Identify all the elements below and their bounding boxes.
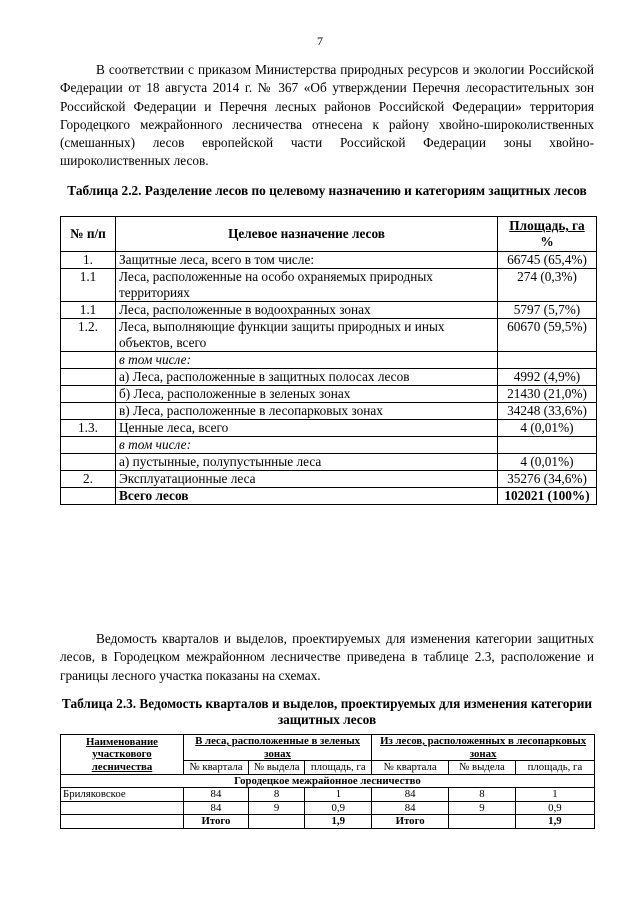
row-num: 1.3. [61, 420, 116, 437]
row-name: Леса, расположенные в водоохранных зонах [116, 302, 498, 319]
quarter-cell: 84 [372, 801, 449, 815]
table-row [61, 319, 597, 352]
table-row [61, 352, 597, 369]
row-area: 21430 (21,0%) [498, 386, 597, 403]
district-name: Бриляковское [61, 788, 184, 802]
table-row [61, 252, 597, 269]
row-num [61, 403, 116, 420]
total-label: Итого [372, 815, 449, 829]
table-row [61, 269, 597, 302]
row-name: а) Леса, расположенные в защитных полосах лесов [116, 369, 498, 386]
row-name: в том числе: [116, 437, 498, 454]
row-num [61, 386, 116, 403]
table-row [61, 471, 597, 488]
section-cell: 8 [248, 788, 304, 802]
row-area: 35276 (34,6%) [498, 471, 597, 488]
group-row [61, 774, 595, 788]
table-row [61, 403, 597, 420]
row-area [498, 352, 597, 369]
row-name: в) Леса, расположенные в лесопарковых зонах [116, 403, 498, 420]
quarter-cell: 84 [372, 788, 449, 802]
row-area: 102021 (100%) [498, 488, 597, 505]
row-name: Всего лесов [116, 488, 498, 505]
table-2-3-caption: Таблица 2.3. Ведомость кварталов и выделов, проектируемых для изменения категории защитных лесов [61, 696, 593, 727]
header-district: Наименование участкового лесничества [61, 735, 184, 775]
row-name: Леса, расположенные на особо охраняемых природных территориях [116, 269, 498, 302]
table-row [61, 788, 595, 802]
row-area: 66745 (65,4%) [498, 252, 597, 269]
header-quarter: № квартала [184, 761, 249, 775]
header-purpose: Целевое назначение лесов [116, 217, 498, 252]
row-area: 34248 (33,6%) [498, 403, 597, 420]
total-label: Итого [184, 815, 249, 829]
row-name: б) Леса, расположенные в зеленых зонах [116, 386, 498, 403]
row-num: 1.1 [61, 269, 116, 302]
empty-cell [61, 815, 184, 829]
empty-cell [248, 815, 304, 829]
area-cell: 0,9 [305, 801, 372, 815]
forest-purpose-table [60, 216, 597, 505]
row-name: а) пустынные, полупустынные леса [116, 454, 498, 471]
row-num [61, 352, 116, 369]
area-cell: 1 [515, 788, 594, 802]
table-header-row [61, 217, 597, 252]
row-area [498, 437, 597, 454]
row-num: 1.2. [61, 319, 116, 352]
row-num: 2. [61, 471, 116, 488]
row-num [61, 369, 116, 386]
table-row [61, 369, 597, 386]
table-row [61, 386, 597, 403]
header-to-green-zones: В леса, расположенные в зеленых зонах [184, 735, 372, 761]
total-area: 1,9 [515, 815, 594, 829]
table-row [61, 420, 597, 437]
row-area: 4 (0,01%) [498, 420, 597, 437]
row-area: 4992 (4,9%) [498, 369, 597, 386]
area-cell: 0,9 [515, 801, 594, 815]
row-name: Ценные леса, всего [116, 420, 498, 437]
header-from-park-zones: Из лесов, расположенных в лесопарковых зонах [372, 735, 595, 761]
table-2-2-caption: Таблица 2.2. Разделение лесов по целевому назначению и категориям защитных лесов [67, 183, 587, 198]
header-area-unit: % [540, 234, 554, 249]
row-name: Защитные леса, всего в том числе: [116, 252, 498, 269]
table-total-row [61, 488, 597, 505]
row-name: в том числе: [116, 352, 498, 369]
row-num: 1.1 [61, 302, 116, 319]
second-paragraph: Ведомость кварталов и выделов, проектируемых для изменения категории защитных лесов, в Городецком межрайонном лесничестве приведена в таблице 2.3, расположение и границы лесного участка показаны на схемах. [60, 631, 594, 683]
header-area: площадь, га [305, 761, 372, 775]
row-name: Эксплуатационные леса [116, 471, 498, 488]
intro-paragraph: В соответствии с приказом Министерства природных ресурсов и экологии Российской Федерации от 18 августа 2014 г. № 367 «Об утверждении Перечня лесорастительных зон Российской Федерации и Перечня лесных районов Российской Федерации» территория Городецкого межрайонного лесничества отнесена к району хвойно-широколиственных (смешанных) лесов европейской части Российской Федерации зоны хвойно-широколиственных лесов. [60, 62, 594, 169]
row-area: 4 (0,01%) [498, 454, 597, 471]
header-num: № п/п [61, 217, 116, 252]
header-area: площадь, га [515, 761, 594, 775]
group-title: Городецкое межрайонное лесничество [61, 774, 595, 788]
table-total-row [61, 815, 595, 829]
section-cell: 8 [449, 788, 516, 802]
row-num [61, 437, 116, 454]
quarter-cell: 84 [184, 788, 249, 802]
row-area: 274 (0,3%) [498, 269, 597, 302]
header-area-label: Площадь, га [509, 218, 585, 233]
header-section: № выдела [449, 761, 516, 775]
total-area: 1,9 [305, 815, 372, 829]
row-area: 5797 (5,7%) [498, 302, 597, 319]
section-cell: 9 [449, 801, 516, 815]
header-area [498, 217, 597, 252]
empty-cell [449, 815, 516, 829]
header-section: № выдела [248, 761, 304, 775]
row-num [61, 454, 116, 471]
quarters-table [60, 734, 595, 829]
table-row [61, 801, 595, 815]
row-num [61, 488, 116, 505]
area-cell: 1 [305, 788, 372, 802]
table-header-row [61, 735, 595, 761]
row-num: 1. [61, 252, 116, 269]
table-row [61, 437, 597, 454]
table-row [61, 454, 597, 471]
quarter-cell: 84 [184, 801, 249, 815]
page-number: 7 [317, 34, 323, 48]
header-quarter: № квартала [372, 761, 449, 775]
table-row [61, 302, 597, 319]
row-area: 60670 (59,5%) [498, 319, 597, 352]
district-name [61, 801, 184, 815]
row-name: Леса, выполняющие функции защиты природных и иных объектов, всего [116, 319, 498, 352]
section-cell: 9 [248, 801, 304, 815]
